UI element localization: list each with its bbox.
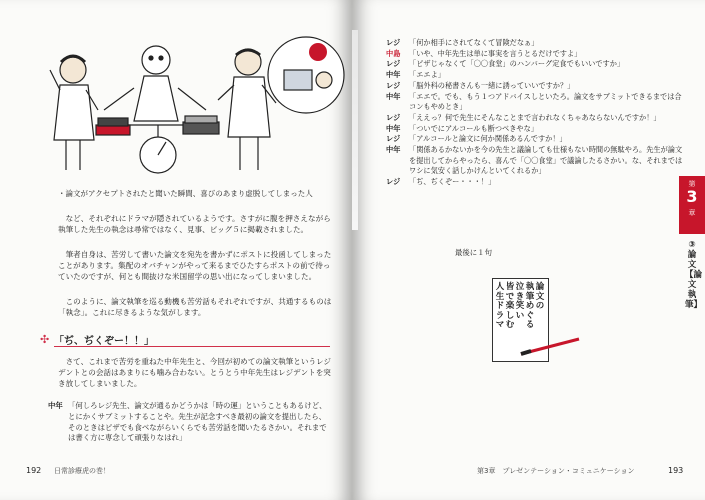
- speaker: レジ: [386, 134, 401, 144]
- cartoon-illustration: [48, 30, 348, 180]
- section-vertical-label: ③論文【論文執筆】: [685, 240, 703, 310]
- poem-column: 泣き笑い: [515, 282, 525, 321]
- speaker: 中年: [386, 145, 401, 155]
- line-text: 「ぢ、ぢくぞー・・・！」: [409, 177, 496, 187]
- page-number-right: 193: [668, 466, 684, 475]
- speaker: 中年: [386, 123, 401, 133]
- paragraph: さて、これまで苦労を重ねた中年先生と、今回が初めての論文執筆というレジデントとの会話はあまりにも噛み合わない。とうとう中年先生はレジデントを突き放してしまいました。: [58, 357, 332, 389]
- speaker: レジ: [386, 112, 401, 122]
- inset-circle-scene: [268, 37, 344, 113]
- doctor-right-figure: [218, 49, 276, 170]
- poem-column: 論文の: [535, 282, 545, 311]
- speaker: 中年: [386, 91, 401, 101]
- section-title: 「ぢ、ぢくぞー！！」: [54, 336, 154, 347]
- paragraph: など、それぞれにドラマが隠されているようです。さすがに腹を押さえながら執筆した先生の執念は尋常ではなく、見事、ビッグ５に掲載されました。: [58, 214, 331, 235]
- paragraph: 筆者自身は、苦労して書いた論文を宛先を書かずにポストに投函してしまったことがあります。集配のオバチャンがやって来るまでひたすらポストの前で待っていたのですが、何とも間抜けな米国留学の思い出になってしまいました。: [58, 250, 332, 282]
- speaker: レジ: [386, 59, 401, 69]
- dialogue-list: [386, 38, 686, 188]
- body-paragraph-2: [58, 249, 333, 283]
- line-text: 「何か相手にされてなくて冒険だなぁ」: [409, 38, 539, 47]
- line-text: 「脳外科の秘書さんも一緒に誘っていいですか？」: [409, 80, 575, 90]
- dialogue-line: [386, 92, 686, 113]
- balance-scale: [96, 116, 219, 173]
- speaker: レジ: [386, 80, 401, 90]
- page-shadow-text: [0, 230, 20, 350]
- dialogue-line: [386, 145, 686, 177]
- dialogue-line: [386, 38, 686, 49]
- speaker: レジ: [386, 177, 401, 187]
- line-text: 「ええっ？何で先生にそんなことまで言われなくちゃあならないんですか！」: [409, 112, 661, 122]
- chapter-number: 3: [686, 187, 698, 206]
- page-number-left: 192: [26, 466, 42, 475]
- robot-figure: [104, 46, 206, 121]
- bullet-text: ・論文がアクセプトされたと聞いた瞬間、喜びのあまり虚脱してしまった人: [58, 189, 313, 198]
- dialogue-line: [386, 113, 686, 124]
- chapter-prefix: 第: [688, 180, 696, 188]
- poem-column: 皆で楽しむ: [505, 282, 515, 330]
- section-heading: [40, 332, 330, 348]
- doctor-left-figure: [50, 56, 98, 170]
- quote-block: [48, 401, 333, 444]
- line-text: 「ピザじゃなくて「〇〇食堂」のハンバーグ定食でもいいですか」: [409, 59, 625, 69]
- cross-bullet-icon: ✣: [40, 333, 50, 346]
- line-text: 「アルコールと論文に何か関係あるんですか！」: [409, 134, 567, 144]
- body-paragraph-3: [58, 296, 333, 318]
- line-text: 「エエよ」: [409, 70, 445, 80]
- right-page: [352, 0, 705, 500]
- section-rule: [54, 346, 330, 347]
- quote-speaker: 中年: [48, 401, 63, 410]
- chapter-unit: 章: [688, 209, 696, 217]
- line-text: 「いや、中年先生は単に事実を言うとるだけですよ」: [409, 48, 582, 58]
- dialogue-line: [386, 59, 686, 70]
- section-paragraph: [58, 356, 333, 390]
- speaker: 中年: [386, 70, 401, 80]
- dialogue-line: [386, 81, 686, 92]
- line-text: 「関係あるかないかを今の先生と議論しても仕様もない時間の無駄やろ。先生が論文を提出してからやったら、喜んで「〇〇食堂」で議論したるさかい。な、それまではワシに気安く話しかけんといてくれるか」: [409, 145, 683, 176]
- line-text: 「ついでにアルコールも断つべきやな」: [409, 123, 538, 133]
- speaker: 中島: [386, 48, 401, 58]
- speaker: レジ: [386, 38, 401, 47]
- chapter-tab: [679, 176, 705, 234]
- footer-right: 第3章 プレゼンテーション・コミュニケーション: [477, 467, 635, 475]
- dialogue-line: [386, 124, 686, 135]
- quote-text: 「何しろレジ先生、論文が通るかどうかは「時の運」ということもあるけど、とにかくサブミットすることや。先生が記念すべき最初の論文を提出したら、そのときはピザでも食べながらいくらでも苦労話を聞いたるさかい。それまでは書く方に専念して頑張りなはれ」: [68, 401, 327, 443]
- dialogue-line: [386, 49, 686, 60]
- paragraph: このように、論文執筆を巡る動機も苦労話もそれぞれですが、共通するものは「執念」。これに尽きるような気がします。: [58, 297, 332, 318]
- footer-left: 日常診療虎の巻！: [54, 467, 110, 475]
- poem-column: 執筆めぐる: [525, 282, 535, 330]
- line-text: 「エエで。でも、もう１つアドバイスしといたろ。論文をサブミットできるまでは合コンもやめとき」: [409, 91, 682, 112]
- dialogue-line: [386, 134, 686, 145]
- left-page: [0, 0, 352, 500]
- dialogue-line: [386, 177, 686, 188]
- poem-column: 人生ドラマ: [495, 282, 505, 330]
- last-line: 最後に１句: [455, 248, 492, 257]
- body-paragraph-1: [58, 213, 333, 235]
- dialogue-line: [386, 70, 686, 81]
- gutter-shadow: [352, 30, 358, 230]
- brush-icon: [517, 336, 587, 358]
